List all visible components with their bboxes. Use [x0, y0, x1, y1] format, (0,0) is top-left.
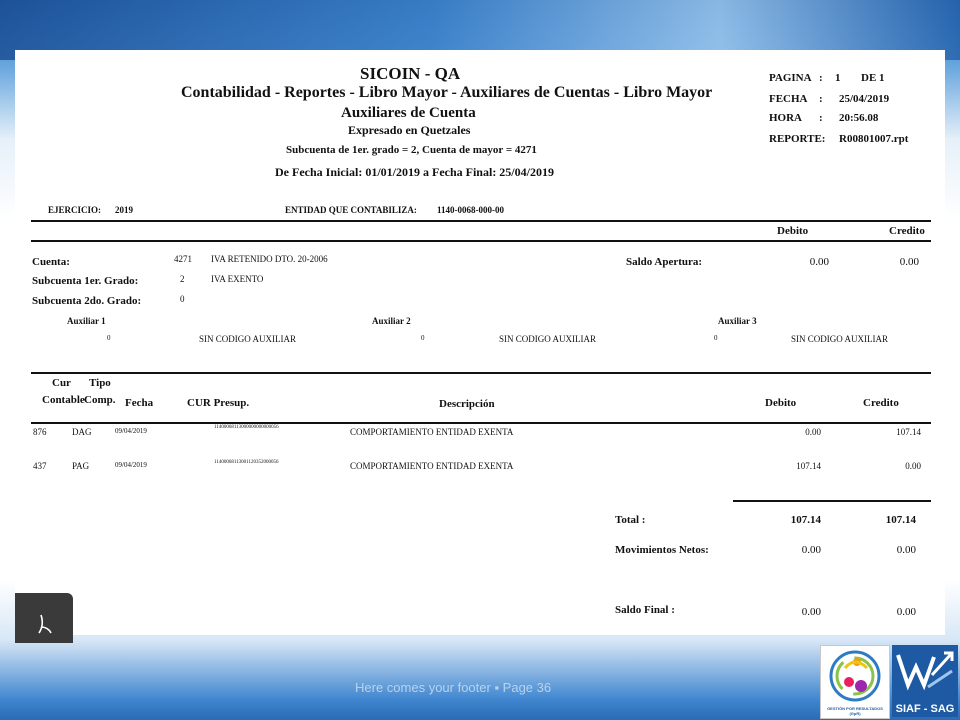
sub1-label: Subcuenta 1er. Grado:	[32, 275, 139, 287]
row-debito: 0.00	[805, 427, 821, 437]
meta-colon: :	[819, 112, 823, 124]
row-presup: 11400068113000000000000056	[214, 425, 279, 430]
sub1-code: 2	[180, 274, 185, 284]
row-fecha: 09/04/2019	[115, 461, 147, 469]
total-debito: 107.14	[790, 514, 821, 526]
total-credito: 107.14	[885, 514, 916, 526]
saldo-final-label: Saldo Final :	[615, 604, 675, 616]
meta-colon: :	[819, 72, 823, 84]
pdf-icon	[37, 613, 53, 635]
siaf-logo-text: SIAF - SAG	[895, 703, 955, 715]
fecha-label: FECHA	[769, 93, 808, 105]
reporte-label: REPORTE:	[769, 133, 826, 145]
cuenta-name: IVA RETENIDO DTO. 20-2006	[211, 254, 328, 264]
divider	[31, 422, 931, 424]
col-tipo: Tipo	[89, 377, 111, 389]
hora-value: 20:56.08	[839, 112, 879, 124]
gpr-logo-icon	[821, 646, 889, 706]
divider	[31, 372, 931, 374]
pagina-label: PAGINA	[769, 72, 812, 84]
movimientos-netos-label: Movimientos Netos:	[615, 544, 709, 556]
col-debito: Debito	[765, 397, 797, 409]
gpr-logo-text: GESTIÓN POR RESULTADOS (GpR)	[827, 706, 883, 716]
debito-header: Debito	[777, 225, 809, 237]
aux2-name: SIN CODIGO AUXILIAR	[499, 334, 596, 344]
col-fecha: Fecha	[125, 397, 154, 409]
aux1-label: Auxiliar 1	[67, 316, 106, 326]
movimientos-netos-credito: 0.00	[896, 544, 916, 556]
ejercicio-label: EJERCICIO:	[48, 205, 102, 215]
reporte-value: R00801007.rpt	[839, 133, 909, 145]
divider	[31, 240, 931, 242]
report-date-range: De Fecha Inicial: 01/01/2019 a Fecha Final: 25/04/2019	[275, 165, 554, 179]
row-debito: 107.14	[796, 461, 821, 471]
cuenta-code: 4271	[174, 254, 192, 264]
fecha-value: 25/04/2019	[839, 93, 890, 105]
row-cur: 876	[33, 427, 47, 437]
sub2-label: Subcuenta 2do. Grado:	[32, 295, 142, 307]
row-tipo: PAG	[72, 461, 90, 471]
divider	[733, 500, 931, 502]
credito-header: Credito	[889, 225, 925, 237]
footer-text: Here comes your footer ▪ Page 36	[355, 680, 552, 695]
col-comp: Comp.	[84, 394, 116, 406]
saldo-final-debito: 0.00	[801, 606, 821, 618]
row-presup: 11400068113001120352000056	[214, 460, 279, 465]
sub2-code: 0	[180, 294, 185, 304]
saldo-final-credito: 0.00	[896, 606, 916, 618]
ejercicio-value: 2019	[115, 205, 133, 215]
siaf-logo-icon	[892, 645, 958, 697]
row-credito: 107.14	[896, 427, 921, 437]
row-tipo: DAG	[72, 427, 92, 437]
saldo-apertura-label: Saldo Apertura:	[626, 256, 703, 268]
total-label: Total :	[615, 514, 646, 526]
col-contable: Contable	[42, 394, 85, 406]
report-system: SICOIN - QA	[360, 64, 461, 83]
row-credito: 0.00	[905, 461, 921, 471]
hora-label: HORA	[769, 112, 802, 124]
aux1-code: 0	[107, 334, 111, 342]
pdf-tab[interactable]	[15, 593, 73, 643]
row-cur: 437	[33, 461, 47, 471]
siaf-logo	[892, 645, 958, 717]
movimientos-netos-debito: 0.00	[801, 544, 821, 556]
entidad-value: 1140-0068-000-00	[437, 205, 504, 215]
aux2-code: 0	[421, 334, 425, 342]
report-title: Contabilidad - Reportes - Libro Mayor - Auxiliares de Cuentas - Libro Mayor	[181, 84, 713, 101]
aux2-label: Auxiliar 2	[372, 316, 411, 326]
col-credito: Credito	[863, 397, 899, 409]
gpr-logo	[820, 645, 890, 719]
entidad-label: ENTIDAD QUE CONTABILIZA:	[285, 205, 417, 215]
sub1-name: IVA EXENTO	[211, 274, 264, 284]
report-filter: Subcuenta de 1er. grado = 2, Cuenta de mayor = 4271	[286, 144, 537, 156]
saldo-apertura-debito: 0.00	[809, 256, 829, 268]
divider	[31, 220, 931, 222]
col-cur-presup: CUR Presup.	[187, 397, 250, 409]
report-subtitle: Auxiliares de Cuenta	[341, 105, 476, 121]
meta-colon: :	[819, 93, 823, 105]
aux3-name: SIN CODIGO AUXILIAR	[791, 334, 888, 344]
col-descripcion: Descripción	[439, 398, 495, 410]
aux1-name: SIN CODIGO AUXILIAR	[199, 334, 296, 344]
pagina-value: 1	[835, 72, 841, 84]
row-fecha: 09/04/2019	[115, 427, 147, 435]
report-document	[15, 50, 945, 635]
pagina-total: DE 1	[861, 72, 885, 84]
row-descripcion: COMPORTAMIENTO ENTIDAD EXENTA	[350, 427, 514, 437]
aux3-label: Auxiliar 3	[718, 316, 757, 326]
saldo-apertura-credito: 0.00	[899, 256, 919, 268]
row-descripcion: COMPORTAMIENTO ENTIDAD EXENTA	[350, 461, 514, 471]
currency-note: Expresado en Quetzales	[348, 123, 471, 137]
aux3-code: 0	[714, 334, 718, 342]
cuenta-label: Cuenta:	[32, 256, 70, 268]
col-cur: Cur	[52, 377, 71, 389]
